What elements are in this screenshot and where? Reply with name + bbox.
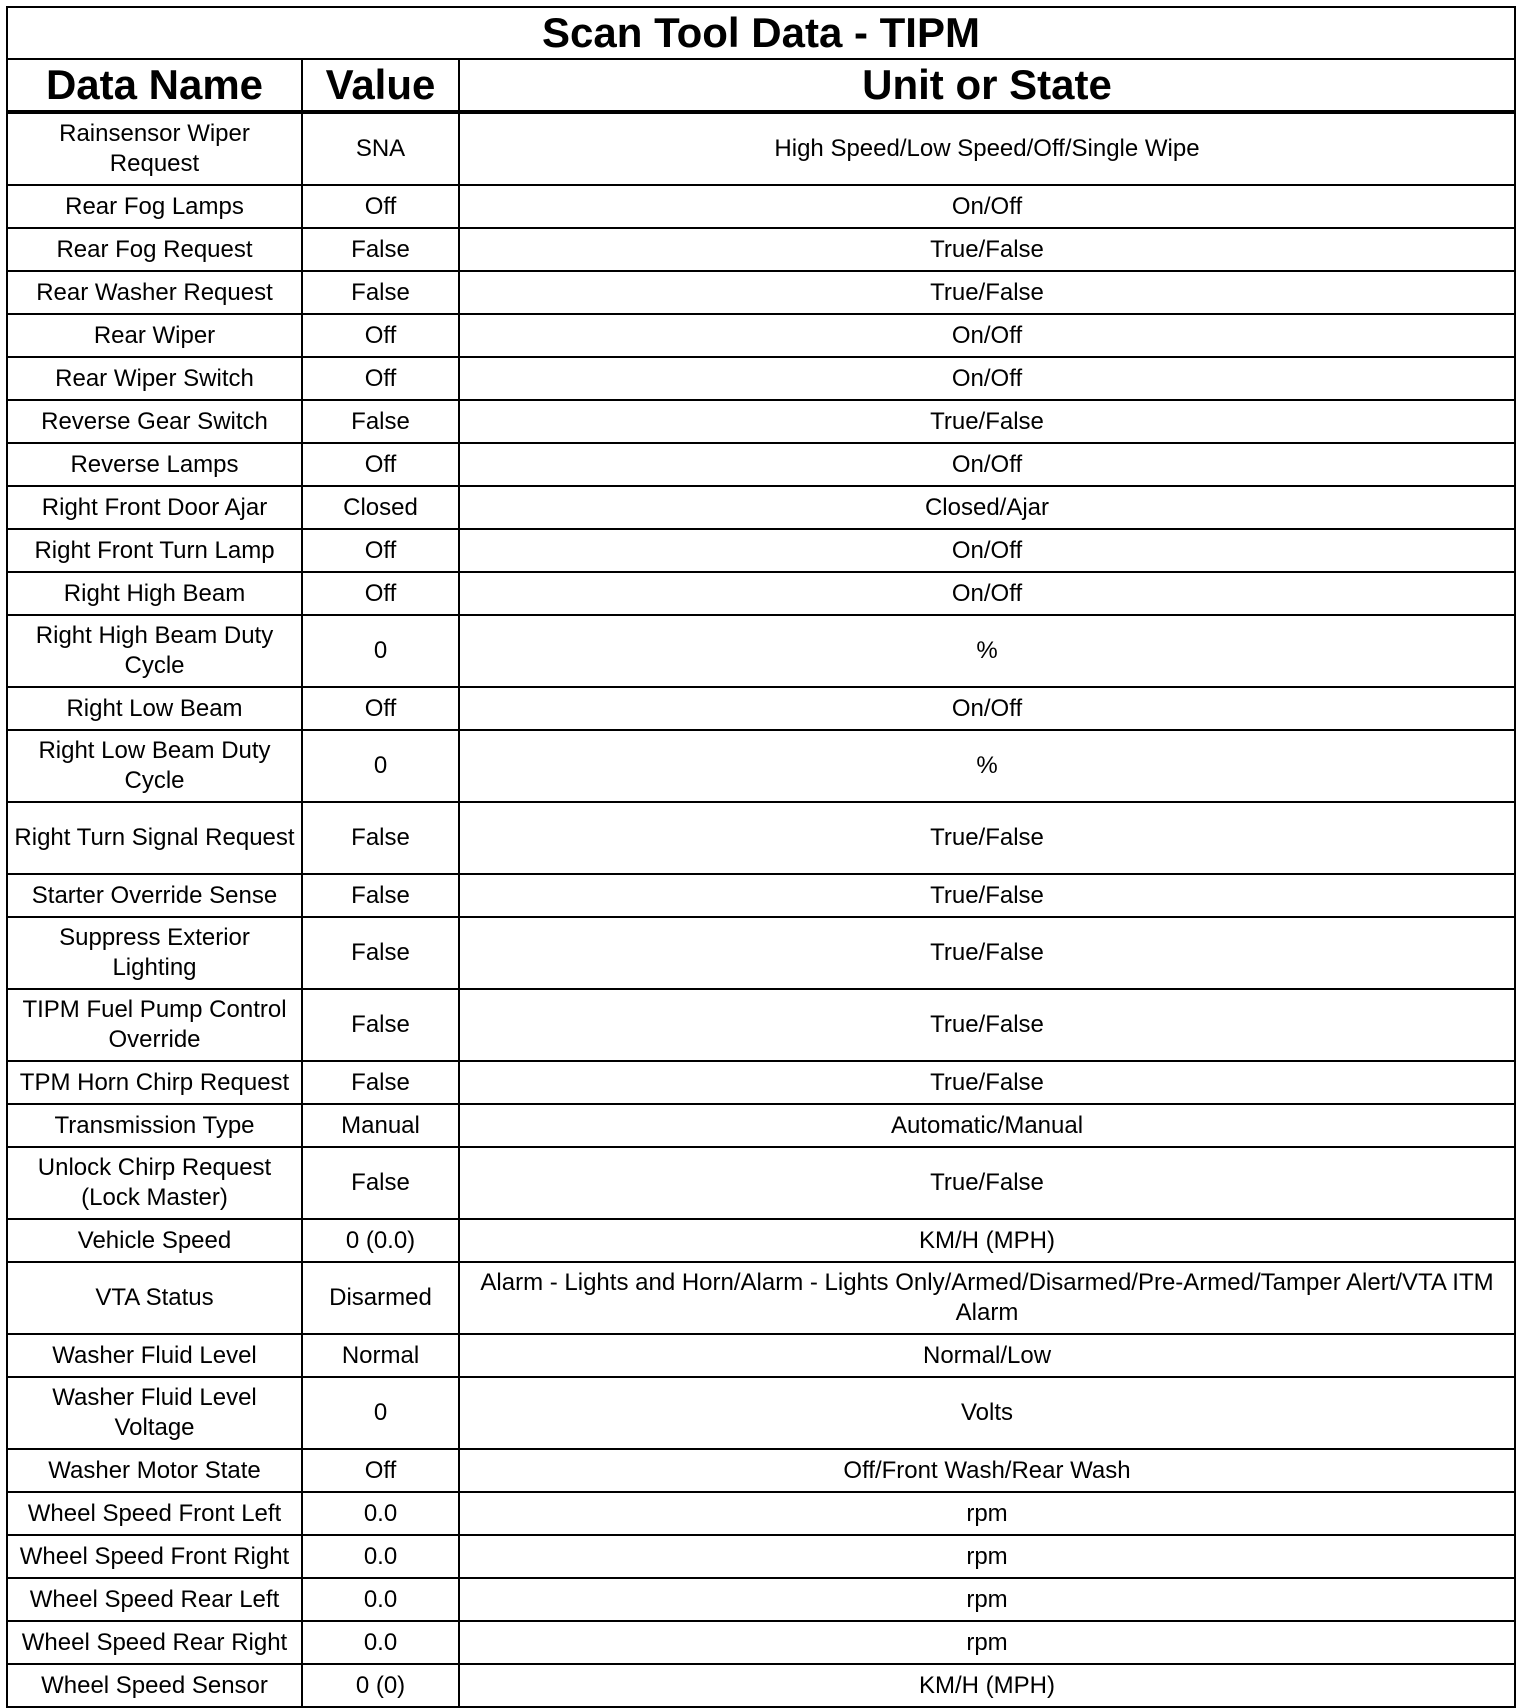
table-row: [7, 1377, 1515, 1449]
value-cell: Off: [302, 529, 459, 572]
data-name-cell: Wheel Speed Sensor: [7, 1664, 302, 1707]
table-row: [7, 917, 1515, 989]
table-row: [7, 271, 1515, 314]
value-cell: Closed: [302, 486, 459, 529]
unit-cell: KM/H (MPH): [459, 1219, 1515, 1262]
data-name-cell: Washer Fluid Level: [7, 1334, 302, 1377]
data-name-cell: Reverse Gear Switch: [7, 400, 302, 443]
unit-cell: True/False: [459, 1061, 1515, 1104]
data-name-cell: Right Low Beam Duty Cycle: [7, 730, 302, 802]
unit-cell: True/False: [459, 400, 1515, 443]
data-name-cell: Right Turn Signal Request: [7, 802, 302, 874]
data-name-cell: Rear Washer Request: [7, 271, 302, 314]
unit-cell: True/False: [459, 989, 1515, 1061]
data-name-cell: Transmission Type: [7, 1104, 302, 1147]
unit-cell: On/Off: [459, 314, 1515, 357]
value-cell: Manual: [302, 1104, 459, 1147]
data-name-cell: Rear Wiper: [7, 314, 302, 357]
value-cell: False: [302, 228, 459, 271]
table-row: [7, 400, 1515, 443]
unit-cell: rpm: [459, 1492, 1515, 1535]
unit-cell: rpm: [459, 1578, 1515, 1621]
data-name-cell: Starter Override Sense: [7, 874, 302, 917]
table-row: [7, 572, 1515, 615]
table-row: [7, 1621, 1515, 1664]
table-row: [7, 529, 1515, 572]
unit-cell: On/Off: [459, 357, 1515, 400]
value-cell: False: [302, 1061, 459, 1104]
table-row: [7, 802, 1515, 874]
data-name-cell: Washer Motor State: [7, 1449, 302, 1492]
table-row: [7, 486, 1515, 529]
table-row: [7, 1104, 1515, 1147]
data-name-cell: Vehicle Speed: [7, 1219, 302, 1262]
value-cell: False: [302, 917, 459, 989]
value-cell: 0: [302, 730, 459, 802]
unit-cell: True/False: [459, 917, 1515, 989]
data-name-cell: TPM Horn Chirp Request: [7, 1061, 302, 1104]
column-header-data-name: Data Name: [7, 59, 302, 112]
unit-cell: Off/Front Wash/Rear Wash: [459, 1449, 1515, 1492]
unit-cell: On/Off: [459, 529, 1515, 572]
table-row: [7, 1492, 1515, 1535]
table-row: [7, 185, 1515, 228]
unit-cell: True/False: [459, 874, 1515, 917]
unit-cell: True/False: [459, 1147, 1515, 1219]
data-name-cell: TIPM Fuel Pump Control Override: [7, 989, 302, 1061]
data-name-cell: Right High Beam: [7, 572, 302, 615]
value-cell: Off: [302, 443, 459, 486]
table-row: [7, 314, 1515, 357]
value-cell: False: [302, 271, 459, 314]
data-name-cell: Right Front Door Ajar: [7, 486, 302, 529]
table-row: [7, 357, 1515, 400]
value-cell: Off: [302, 1449, 459, 1492]
unit-cell: rpm: [459, 1535, 1515, 1578]
value-cell: SNA: [302, 112, 459, 185]
value-cell: Off: [302, 572, 459, 615]
data-name-cell: Right High Beam Duty Cycle: [7, 615, 302, 687]
table-row: [7, 1219, 1515, 1262]
value-cell: Off: [302, 314, 459, 357]
value-cell: Disarmed: [302, 1262, 459, 1334]
table-row: [7, 1334, 1515, 1377]
data-name-cell: Wheel Speed Rear Left: [7, 1578, 302, 1621]
unit-cell: KM/H (MPH): [459, 1664, 1515, 1707]
unit-cell: Normal/Low: [459, 1334, 1515, 1377]
data-name-cell: Rear Wiper Switch: [7, 357, 302, 400]
unit-cell: On/Off: [459, 443, 1515, 486]
value-cell: 0: [302, 615, 459, 687]
column-header-value: Value: [302, 59, 459, 112]
value-cell: Normal: [302, 1334, 459, 1377]
unit-cell: True/False: [459, 271, 1515, 314]
unit-cell: Volts: [459, 1377, 1515, 1449]
table-row: [7, 1535, 1515, 1578]
value-cell: 0: [302, 1377, 459, 1449]
title-row: [7, 7, 1515, 59]
table-row: [7, 989, 1515, 1061]
unit-cell: Automatic/Manual: [459, 1104, 1515, 1147]
data-name-cell: Washer Fluid Level Voltage: [7, 1377, 302, 1449]
table-row: [7, 615, 1515, 687]
data-name-cell: Right Low Beam: [7, 687, 302, 730]
data-name-cell: Wheel Speed Front Right: [7, 1535, 302, 1578]
value-cell: 0 (0.0): [302, 1219, 459, 1262]
table-row: [7, 228, 1515, 271]
unit-cell: Closed/Ajar: [459, 486, 1515, 529]
unit-cell: On/Off: [459, 572, 1515, 615]
data-name-cell: Wheel Speed Rear Right: [7, 1621, 302, 1664]
value-cell: False: [302, 802, 459, 874]
value-cell: 0 (0): [302, 1664, 459, 1707]
value-cell: Off: [302, 357, 459, 400]
table-row: [7, 730, 1515, 802]
table-title: Scan Tool Data - TIPM: [7, 7, 1515, 59]
table-row: [7, 874, 1515, 917]
value-cell: 0.0: [302, 1535, 459, 1578]
value-cell: Off: [302, 687, 459, 730]
data-name-cell: Rainsensor Wiper Request: [7, 112, 302, 185]
value-cell: False: [302, 400, 459, 443]
unit-cell: On/Off: [459, 687, 1515, 730]
table-row: [7, 1262, 1515, 1334]
value-cell: False: [302, 874, 459, 917]
unit-cell: rpm: [459, 1621, 1515, 1664]
table-row: [7, 1664, 1515, 1707]
table-row: [7, 1449, 1515, 1492]
table-row: [7, 1147, 1515, 1219]
unit-cell: %: [459, 615, 1515, 687]
scan-tool-data-table: [6, 6, 1516, 1708]
value-cell: Off: [302, 185, 459, 228]
table-row: [7, 1061, 1515, 1104]
unit-cell: True/False: [459, 228, 1515, 271]
table-row: [7, 687, 1515, 730]
value-cell: False: [302, 989, 459, 1061]
value-cell: 0.0: [302, 1492, 459, 1535]
data-name-cell: Right Front Turn Lamp: [7, 529, 302, 572]
column-header-unit-or-state: Unit or State: [459, 59, 1515, 112]
value-cell: False: [302, 1147, 459, 1219]
table-row: [7, 112, 1515, 185]
unit-cell: %: [459, 730, 1515, 802]
value-cell: 0.0: [302, 1621, 459, 1664]
data-name-cell: Unlock Chirp Request (Lock Master): [7, 1147, 302, 1219]
unit-cell: High Speed/Low Speed/Off/Single Wipe: [459, 112, 1515, 185]
value-cell: 0.0: [302, 1578, 459, 1621]
data-name-cell: Rear Fog Request: [7, 228, 302, 271]
unit-cell: True/False: [459, 802, 1515, 874]
data-name-cell: Wheel Speed Front Left: [7, 1492, 302, 1535]
unit-cell: On/Off: [459, 185, 1515, 228]
data-name-cell: Suppress Exterior Lighting: [7, 917, 302, 989]
table-row: [7, 443, 1515, 486]
unit-cell: Alarm - Lights and Horn/Alarm - Lights Only/Armed/Disarmed/Pre-Armed/Tamper Alert/VTA ITM Alarm: [459, 1262, 1515, 1334]
data-name-cell: Reverse Lamps: [7, 443, 302, 486]
data-name-cell: Rear Fog Lamps: [7, 185, 302, 228]
data-name-cell: VTA Status: [7, 1262, 302, 1334]
table-row: [7, 1578, 1515, 1621]
header-row: [7, 59, 1515, 112]
